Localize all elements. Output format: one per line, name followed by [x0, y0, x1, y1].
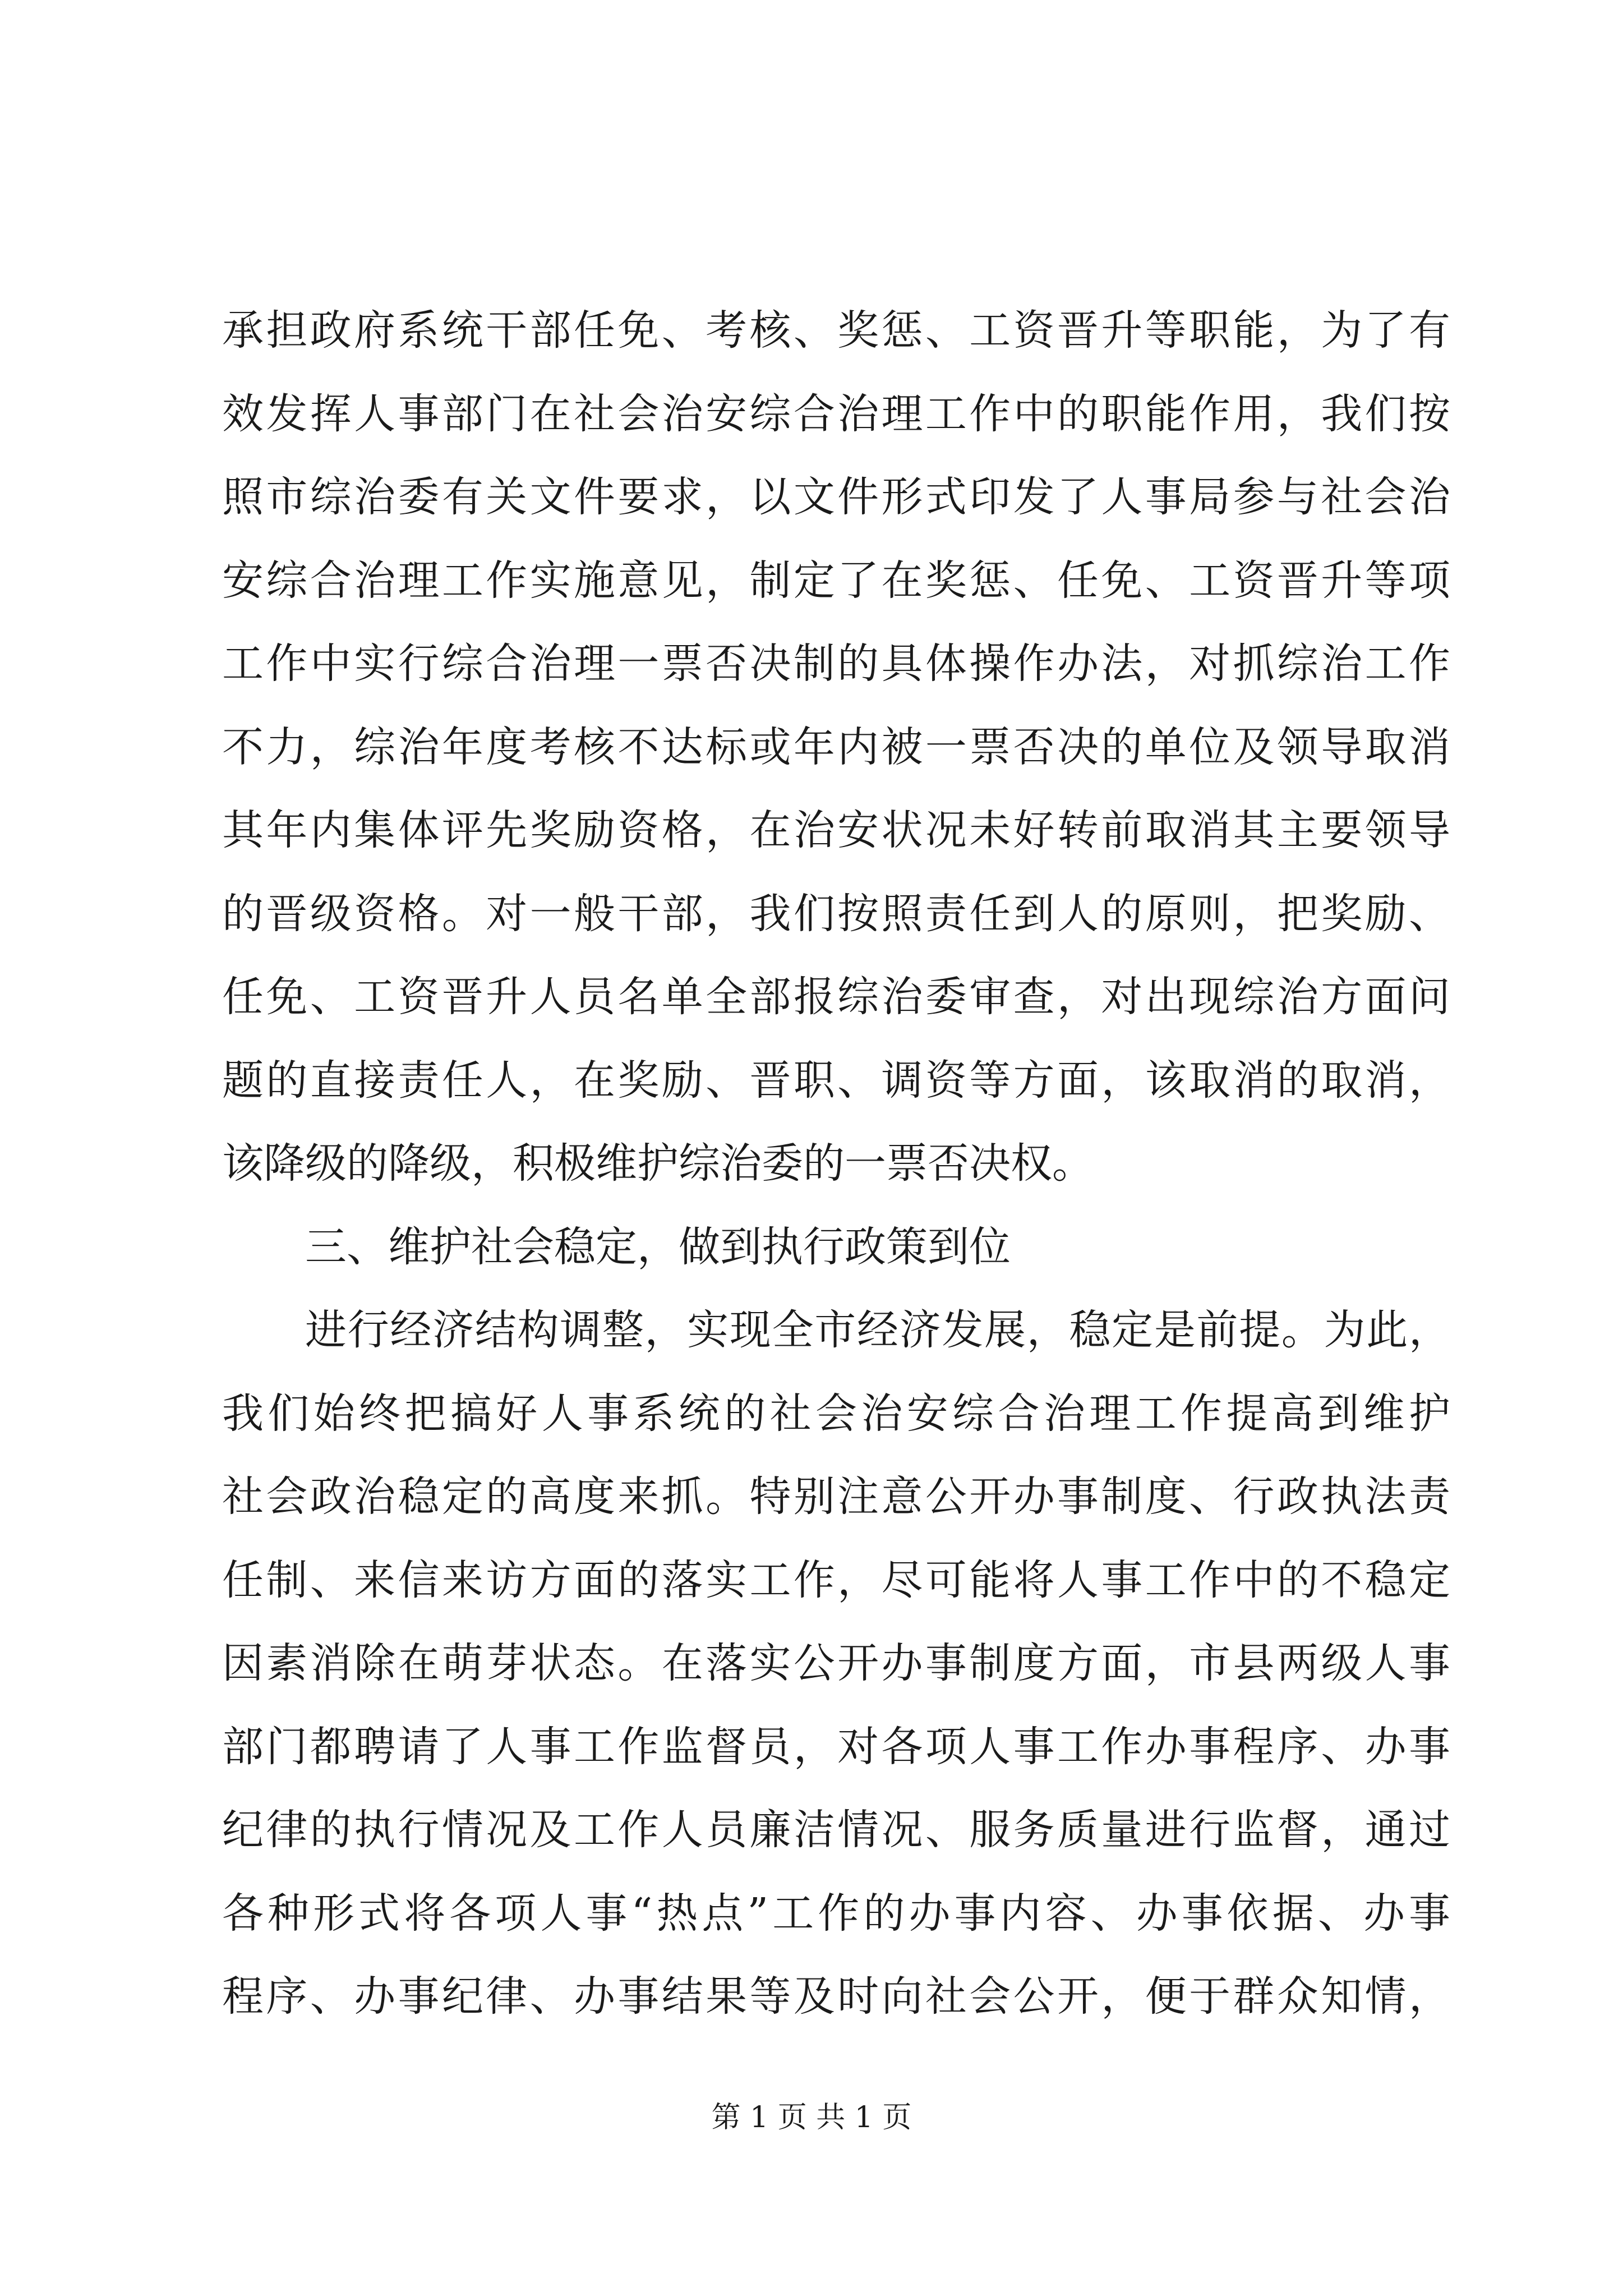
paragraph-line: 照市综治委有关文件要求，以文件形式印发了人事局参与社会治: [222, 473, 1450, 521]
section-heading: 三、维护社会稳定，做到执行政策到位: [305, 1222, 1011, 1271]
paragraph-line: 纪律的执行情况及工作人员廉洁情况、服务质量进行监督，通过: [222, 1806, 1450, 1854]
paragraph-line: 安综合治理工作实施意见，制定了在奖惩、任免、工资晋升等项: [222, 556, 1450, 605]
paragraph-line: 承担政府系统干部任免、考核、奖惩、工资晋升等职能，为了有: [222, 306, 1450, 355]
paragraph-line: 任制、来信来访方面的落实工作，尽可能将人事工作中的不稳定: [222, 1556, 1450, 1604]
paragraph-line: 程序、办事纪律、办事结果等及时向社会公开，便于群众知情，: [222, 1972, 1450, 2021]
paragraph-line: 工作中实行综合治理一票否决制的具体操作办法，对抓综治工作: [222, 639, 1450, 688]
paragraph-line: 我们始终把搞好人事系统的社会治安综合治理工作提高到维护: [222, 1389, 1450, 1438]
paragraph-line: 其年内集体评先奖励资格，在治安状况未好转前取消其主要领导: [222, 806, 1450, 854]
paragraph-line: 各种形式将各项人事“热点”工作的办事内容、办事依据、办事: [222, 1889, 1450, 1938]
paragraph-line: 进行经济结构调整，实现全市经济发展，稳定是前提。为此，: [305, 1306, 1450, 1354]
paragraph-line: 任免、工资晋升人员名单全部报综治委审查，对出现综治方面问: [222, 973, 1450, 1021]
paragraph-line: 因素消除在萌芽状态。在落实公开办事制度方面，市县两级人事: [222, 1639, 1450, 1687]
paragraph-line: 该降级的降级，积极维护综治委的一票否决权。: [222, 1139, 1094, 1188]
document-body: [222, 289, 1450, 2039]
paragraph-line: 效发挥人事部门在社会治安综合治理工作中的职能作用，我们按: [222, 389, 1450, 438]
page-footer: 第 1 页 共 1 页: [711, 2101, 912, 2134]
paragraph-line: 不力，综治年度考核不达标或年内被一票否决的单位及领导取消: [222, 723, 1450, 771]
paragraph-line: 社会政治稳定的高度来抓。特别注意公开办事制度、行政执法责: [222, 1473, 1450, 1521]
paragraph-line: 部门都聘请了人事工作监督员，对各项人事工作办事程序、办事: [222, 1722, 1450, 1771]
paragraph-line: 的晋级资格。对一般干部，我们按照责任到人的原则，把奖励、: [222, 889, 1450, 938]
paragraph-line: 题的直接责任人，在奖励、晋职、调资等方面，该取消的取消，: [222, 1056, 1450, 1105]
